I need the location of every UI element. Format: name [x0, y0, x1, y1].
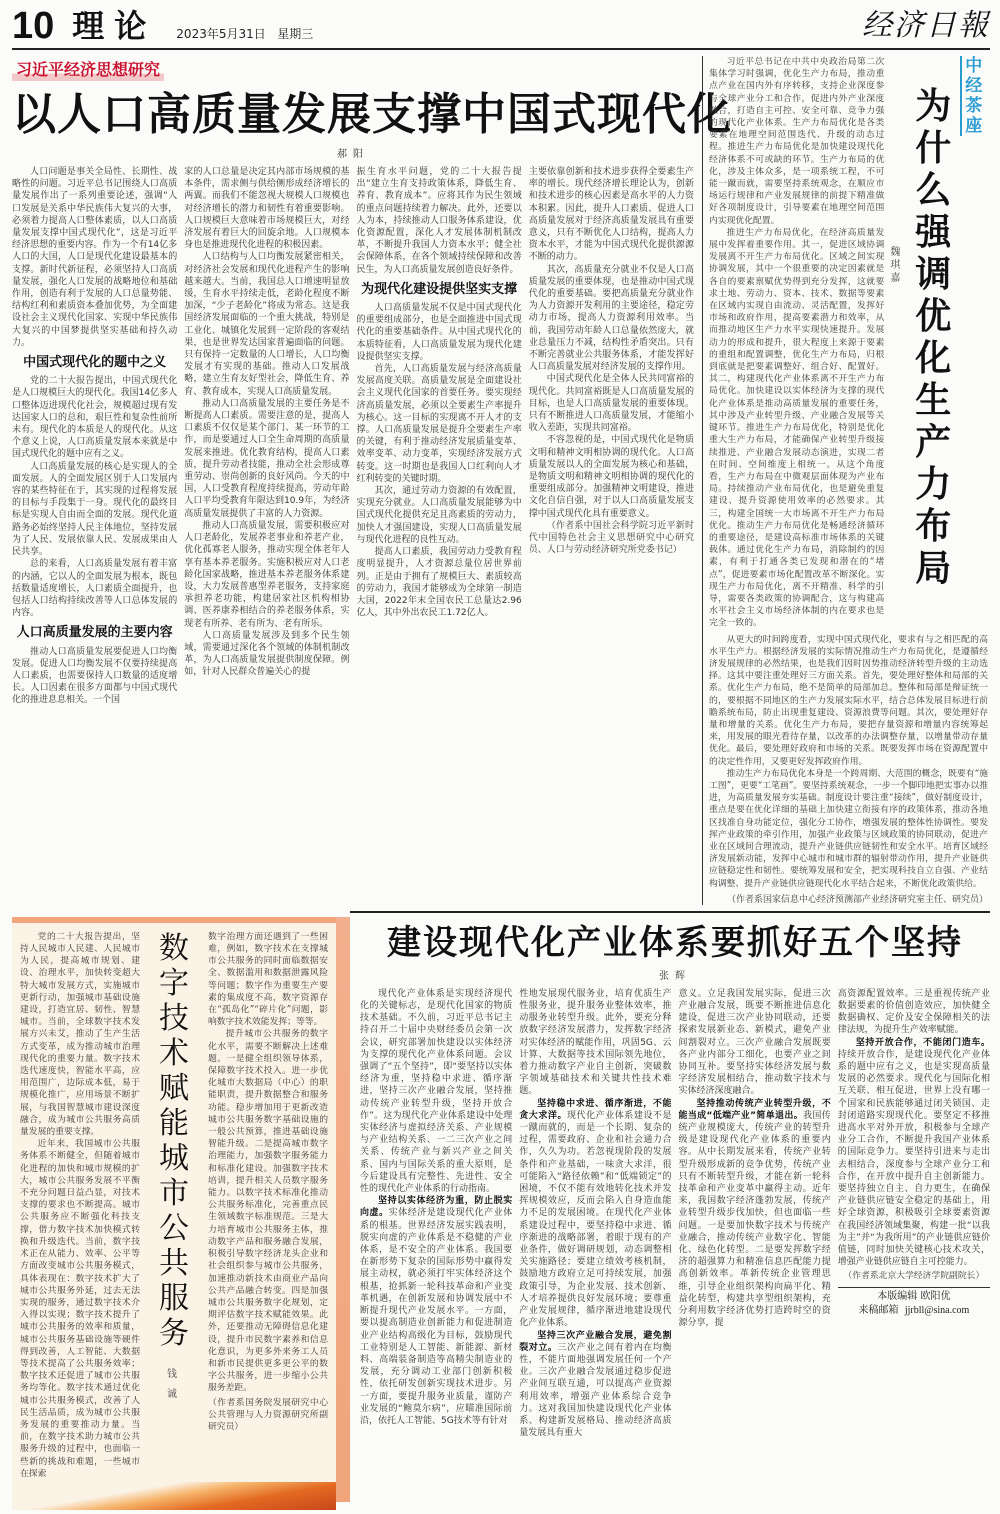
paragraph: 人口高质量发展不仅是中国式现代化的重要组成部分，也是全面推进中国式现代化的重要基础条件。从中国式现代化的本质特征看，人口高质量发展为现代化建设提供坚实支撑。 [356, 303, 522, 362]
bold-lead: 坚持开放合作，不能闭门造车。 [855, 1037, 990, 1048]
paragraph: 从更大的时间跨度看，实现中国式现代化，要求有与之相匹配的高水平生产力。根据经济发展的实际情况推动生产力布局优化，是遵循经济发展规律的必然结果，也是我们因时因势推动经济转型升级的主动选择。这其中要注重处理好三方面关系。首先，要处理好整体和局部的关系。优化生产力布局，绝不是简单的局部加总。整体和局部是辩证统一的，要根据不同地区的生产力发展实际水平，结合总体发展目标进行前瞻系统布局，防止出现重复建设、资源浪费等问题。其次，要处理好存量和增量的关系。优化生产力布局，要把存量资源和增量内容统筹起来，用发展的眼光看待存量，以改革的办法调整存量，以增量带动存量优化。最后，要处理好政府和市场的关系。既要发挥市场在资源配置中的决定性作用，又要更好发挥政府作用。 [709, 634, 988, 767]
paragraph: 人口高质量发展涉及到多个民生领域，需要通过深化各个领域的体制机制改革，为人口高质量发展提供制度保障。例如，针对人民群众普遍关心的提 [184, 630, 350, 678]
side-article-author: 魏琪嘉 [890, 247, 901, 284]
paragraph: 人口高质量发展的核心是实现人的全面发展。人的全面发展区别于人口发展内容的某些特征在于，其实现的过程将发展的目标与手段集于一身。现代化的最终目标是实现人自由而全面的发展。现代化道路务必始终坚持人民主体地位，坚持发展为了人民、发展依靠人民、发展成果由人民共享。 [12, 461, 178, 558]
main-article-column-2 [184, 166, 349, 707]
side-article-title: 为什么强调优化生产力布局 [915, 86, 952, 589]
paragraph: 其次，通过劳动力资源的有效配置，实现充分就业。人口高质量发展能够为中国式现代化提供充足且高素质的劳动力，加快人才强国建设，实现人口高质量发展与现代化进程的良性互动。 [356, 486, 522, 545]
industry-article-column-2 [519, 988, 671, 1440]
digital-article [12, 917, 350, 1510]
editor-name: 欧阳优 [920, 1290, 951, 1302]
paragraph: 总的来看，人口高质量发展有着丰富的内涵，它以人的全面发展为根本，既包括数量适度增长，人口素质全面提升，也包括人口结构持续改善等人口总体发展的内容。 [12, 559, 178, 619]
newspaper-masthead: 经济日報 [862, 8, 990, 43]
digital-article-heading [146, 931, 202, 1480]
paragraph: 性地发展现代服务业，培育优质生产性服务业，提升服务业整体效率，推动服务业转型升级。此外，要充分释放数字经济发展潜力，发挥数字经济对实体经济的赋能作用，巩固5G、云计算、大数据等技术国际领先地位，着力推动数字产业自主创新，突破数字领域基础技术和关键共性技术难题。 [519, 988, 672, 1097]
subheading: 人口高质量发展的主要内容 [16, 625, 173, 641]
paragraph: 人口结构与人口均衡发展紧密相关，对经济社会发展和现代化进程产生的影响越来越大。当前，我国总人口增速明显放缓，生育水平持续走低，老龄化程度不断加深，“少子老龄化”将成为常态。这是我国经济发展面临的一个重大挑战，特别是工业化、城镇化发展到一定阶段的客观结果，也是世界发达国家普遍面临的问题。只有保持一定数量的人口增长，人口均衡发展才有实现的基础。推动人口发展战略，建立生育友好型社会，降低生育、养育、教育成本，实现人口高质量发展。 [184, 252, 350, 397]
industry-article-columns [360, 988, 990, 1440]
digital-article-box [12, 917, 336, 1510]
side-author-signature: （作者系国家信息中心经济预测部产业经济研究室主任、研究员） [726, 894, 988, 905]
paragraph: 主要依靠创新和技术进步获得全要素生产率的增长。现代经济增长理论认为，创新和技术进步的核心因素是高水平的人力资本积累。因此，提升人口素质、促进人口高质量发展对于经济高质量发展具有重要意义，只有不断优化人口结构，提高人力资本水平，才能为中国式现代化提供源源不断的动力。 [528, 167, 694, 263]
industry-article-column-1 [360, 988, 512, 1440]
paragraph: 推动生产力布局优化本身是一个跨周期、大范围的概念，既要有“施工图”，更要“工笔画”。要坚持系统观念，一步一个脚印地把实事办以推进，为高质量发展夯实基础。制度设计要注重“接续”，做好制度设计，重点是要在优化详细的基础上加快建立衔接有序的政策体系，推动各地区找准自身功能定位，强化分工协作，增强发展的整体性协调性。要发挥产业政策的牵引作用，加强产业政策与区域政策的协同联动，促进产业在区域间合理流动，提升产业链供应链韧性和安全水平。培育区域经济发展新动能，发挥中心城市和城市群的辐射带动作用，提升产业链供应链稳定性和韧性。要统筹发展和安全，把实现科技自立自强、产业结构调整、提升产业链供应链现代化水平结合起来，不断优化政策供给。 [709, 768, 988, 889]
paragraph: 不容忽视的是，中国式现代化是物质文明和精神文明相协调的现代化。人口高质量发展以人的全面发展为核心和基础，是物质文明和精神文明相协调的现代化的重要组成部分。加强精神文明建设，推进文化自信自强，对于以人口高质量发展支撑中国式现代化具有重要意义。 [528, 435, 694, 519]
industry-article-column-3 [679, 988, 831, 1440]
main-article-column-1 [12, 166, 177, 707]
digital-article-author: 钱诚 [167, 1368, 177, 1400]
paragraph: 现代化产业体系建设不是一蹴而就的，而是一个长期、复杂的过程，需要政府、企业和社会通力合作，久久为功。若忽视现阶段的发展条件和产业基础，一味贪大求洋，很可能陷入“路径依赖”和“低端锁定”的困境，不仅不能有效地转化技术并发挥规模效应，反而会陷入自身造血能力不足的发展困境。在现代化产业体系建设过程中，要坚持稳中求进、循序渐进的战略部署，着眼于现有的产业条件，做好调研规划，动态调整相关实施路径；要建立绩效考核机制，鼓励地方政府立足可持续发展，加强政策引导，为企业发展、技术创新、人才培养提供良好发展环境；要尊重产业发展规律，循序渐进地建设现代化产业体系。 [519, 1110, 672, 1329]
industry-article [350, 917, 990, 1510]
paragraph: 家的人口总量是决定其内部市场规模的基本条件，需求侧与供给侧形成经济增长的两翼。而我们不能忽视大规模人口规模也对经济增长的潜力和韧性有着重要影响。人口规模巨大意味着市场规模巨大，对经济发展有着巨大的回旋余地。人口规模本身也是推进现代化进程的积极因素。 [184, 167, 350, 251]
paragraph: 党的二十大报告提出，坚持人民城市人民建、人民城市为人民，提高城市规划、建设、治理水平，加快转变超大特大城市发展方式，实施城市更新行动，加强城市基础设施建设，打造宜居、韧性、智慧城市。当前，全球数字技术发展方兴未艾，推动了生产生活方式变革，成为推动城市治理现代化的重要力量。数字技术迭代速度快，智能水平高，应用范围广，边际成本低，易于规模化推广，应用场景不断扩展，与我国智慧城市建设深度融合，成为城市公共服务高质量发展的重要支撑。 [20, 931, 140, 1138]
paragraph: 其次，高质量充分就业不仅是人口高质量发展的重要体现，也是推动中国式现代化的重要基础。要把高质量充分就业作为人力资源开发利用的主要途径，稳定劳动力市场，提高人力资源利用效率。当前，我国劳动年龄人口总量依然庞大，就业总量压力不减，结构性矛盾突出。只有不断完善就业公共服务体系，才能发挥好人口高质量发展对经济发展的支撑作用。 [528, 264, 694, 373]
paragraph: 三次产业之间有着内在均衡性，不能片面地强调发展任何一个产业。三次产业融合发展通过稳步促进产业间互联互通，可以提高产业资源利用效率，增强产业体系综合竞争力。这对我国加快建设现代化产业体系、构建新发展格局、推动经济高质量发展具有重大 [519, 1342, 672, 1439]
email-label: 来稿邮箱 [858, 1304, 899, 1316]
paragraph: 提升城市公共服务的数字化水平，需要不断解决上述难题。一是健全组织领导体系，保障数字技术投入。进一步优化城市大数据局（中心）的职能职责，提升数据整合和服务功能。稳步增加用于更新改造城市公共服务数字基础设施的一般公共预算，推进基础设施智能升级。二是提高城市数字治理能力，加强数字服务能力和标准化建设。加强数字技术培训，提升相关人员数字服务能力。以数字技术标准化推动公共服务标准化，完善重点民生领域数字标准规范。三是大力培育城市公共服务主体，推动数字产品和服务融合发展，积极引导数字经济龙头企业和社会组织参与城市公共服务，加速推动新技术由商业产品向公共产品融合转变。四是加强城市公共服务数字化规划，定期评估数字技术赋能效果。此外，还要推动无障碍信息化建设，提升市民数字素养和信息化意识，为更多外来务工人员和新市民提供更多更公平的数字公共服务，进一步缩小公共服务差距。 [208, 1029, 328, 1394]
page-header [12, 6, 990, 50]
side-article-upper [709, 56, 884, 630]
paragraph: 近年来，我国城市公共服务体系不断健全，但随着城市化进程的加快和城市规模的扩大，城市公共服务发展不平衡不充分问题日益凸显，对技术支撑的要求也不断提高。城市公共服务应不断强化科技支撑，借力数字技术加快模式转换和升级迭代。当前，数字技术正在从能力、效率、公平等方面改变城市公共服务模式，具体表现在：数字技术扩大了城市公共服务外延，过去无法实现的服务，通过数字技术介入得以实现；数字技术提升了城市公共服务的效率和质量，城市公共服务基础设施等硬件得到改善，人工智能、大数据等技术提高了公共服务效率；数字技术还促进了城市公共服务均等化。数字技术通过优化城市公共服务模式，改善了人民生活品质，成为城市公共服务发展的重要推动力量。当前，在数字技术助力城市公共服务升级的过程中，也面临一些新的挑战和难题，一些城市在探索 [20, 1139, 140, 1479]
paragraph: 我国传统产业规模庞大，传统产业的转型升级是建设现代化产业体系的重要内容。从中长期发展来看，传统产业转型升级形成新的竞争优势，传统产业只有不断转型升级，才能在新一轮科技革命和产业变革中赢得主动。近年来，我国数字经济蓬勃发展，传统产业转型升级步伐加快，但也面临一些问题。一是要加快数字技术与传统产业融合，推动传统产业数字化、智能化、绿色化转型。二是要发挥数字经济的超强算力和精准信息匹配能力提高创新效率。革新传统企业管理思维，引导企业组织架构向扁平化、精益化转型，构建共享型组织架构，充分利用数字经济优势打造跨时空的资源分享，提 [678, 1110, 831, 1329]
bottom-section [12, 917, 990, 1510]
email-link[interactable]: jjrbll@sina.com [904, 1304, 970, 1316]
digital-article-column-b [208, 931, 328, 1480]
paragraph: 中国式现代化是全体人民共同富裕的现代化。共同富裕既是人口高质量发展的目标，也是人口高质量发展的重要体现。只有不断推进人口高质量发展，才能缩小收入差距，实现共同富裕。 [528, 374, 694, 434]
main-article-title: 以人口高质量发展支撑中国式现代化 [12, 89, 732, 140]
main-article [12, 56, 732, 905]
bold-lead: 坚持三次产业融合发展，避免割裂对立。 [519, 1330, 672, 1353]
bold-lead: 坚持稳中求进、循序渐进，不能贪大求洋。 [519, 1098, 672, 1121]
paragraph: 实体经济是建设现代化产业体系的根基。世界经济发展实践表明，脱实向虚的产业体系是不稳健的产业体系，是不安全的产业体系。我国要在新形势下复杂的国际形势中赢得发展主动权，就必须打牢实体经济这个根基，抢抓新一轮科技革命和产业变革机遇，在创新发展和协调发展中不断提升现代产业发展水平。一方面，要以提高制造业创新能力和促进制造业产业结构高级化为目标，鼓励现代工业特别是人工智能、新能源、新材料、高端装备制造等高精尖制造业的发展，充分调动工业部门创新积极性，依托研发创新实现技术进步。另一方面，要提升服务业质量，谨防产业发展的“鲍莫尔病”，应瞄准国际前沿，依托人工智能、5G技术等有针对 [360, 1208, 513, 1426]
digital-author-signature: （作者系国务院发展研究中心公共管理与人力资源研究所副研究员） [208, 1397, 328, 1432]
section-divider [350, 911, 990, 913]
main-article-columns [12, 166, 694, 707]
side-article-lower [709, 634, 988, 890]
decorative-swoosh [12, 1482, 336, 1510]
digital-article-column-a [20, 931, 140, 1480]
page-number: 10 [12, 5, 55, 47]
date-text: 2023年5月31日 [176, 27, 266, 41]
side-article-upper-row [709, 56, 988, 630]
main-article-column-3 [357, 166, 522, 707]
issue-date [176, 25, 313, 42]
paragraph: 习近平总书记在中共中央政治局第二次集体学习时强调，优化生产力布局，推动重点产业在国内外有序转移，支持企业深度参与全球产业分工和合作，促进内外产业深度融合，打造自主可控、安全可靠、竞争力强的现代化产业体系。生产力布局优化是各类要素在地理空间范围迭代、升级的动态过程。推进生产力布局优化是加快建设现代化经济体系不可或缺的环节。生产力布局的优化，涉及主体众多，是一项系统工程，不可能一蹴而就，需要坚持系统观念，在顺应市场运行规律和产业发展规律的前提下精准做好各项制度设计，引导要素在地理空间范围内实现优化配置。 [709, 57, 885, 226]
side-article-heading [908, 56, 988, 630]
weekday-text: 星期三 [277, 27, 314, 41]
side-column-tag: 中经茶座 [960, 56, 986, 136]
section-name: 理论 [72, 7, 157, 45]
editor-label: 本版编辑 [877, 1290, 918, 1302]
subheading: 中国式现代化的题中之义 [23, 355, 167, 371]
digital-article-columns [20, 931, 328, 1480]
paragraph: 高资源配置效率。三是重视传统产业数据要素的价值创造效应，加快健全数据确权、定价及安全保障相关的法律法规，为提升生产效率赋能。 [837, 988, 990, 1036]
paragraph: 人口问题是事关全局性、长期性、战略性的问题。习近平总书记围绕人口高质量发展作出了一系列重要论述，强调“人口发展是关系中华民族伟大复兴的大事，必须着力提高人口整体素质，以人口高质量发展支撑中国式现代化”，这是习近平经济思想的重要内容。作为一个有14亿多人口的大国，人口是现代化建设最基本的支撑。新时代新征程，必须坚持人口高质量发展，强化人口发展的战略地位和基础作用，创造有利于发展的人口总量势能、结构红利和素质资本叠加优势，为全面建设社会主义现代化国家、实现中华民族伟大复兴的中国梦提供坚实基础和持久动力。 [12, 167, 178, 348]
main-article-author: 郝阳 [337, 149, 369, 160]
paragraph: 现代化产业体系是实现经济现代化的关键标志，是现代化国家的物质技术基础。不久前，习近平总书记主持召开二十届中央财经委员会第一次会议，研究部署加快建设以实体经济为支撑的现代化产业体系问题。会议强调了“五个坚持”，即“要坚持以实体经济为重，坚持稳中求进、循序渐进，坚持三次产业融合发展，坚持推动传统产业转型升级，坚持开放合作”。这为现代化产业体系建设中处理实体经济与虚拟经济关系、产业规模与产业结构关系、一二三次产业之间关系、传统产业与新兴产业之间关系、国内与国际关系的重大原则，是今后建设具有完整性、先进性、安全性的现代化产业体系的行动指南。 [360, 988, 513, 1195]
paragraph: 推进生产力布局优化，在经济高质量发展中发挥着重要作用。其一，促进区域协调发展离不开生产力布局优化。区域之间实现协调发展，其中一个很重要的决定因素就是各自的要素禀赋优势得到充分发挥，这就要求土地、劳动力、资本、技术、数据等要素在区域内实现自由流动、灵活配置，发挥好市场和政府作用，提高要素潜力和效率，从而推动地区生产力水平实现快速提升。发展动力的形成和提升，很大程度上来源于要素的重组和配置调整，优化生产力布局，归根到底就是把要素调整好、组合好、配置好。其二，构建现代化产业体系离不开生产力布局优化。加快建设以实体经济为支撑的现代化产业体系是推动高质量发展的重要任务，其中涉及产业转型升级、产业融合发展等关键环节。推进生产力布局优化，特别是优化重大生产力布局，才能确保产业转型升级接续推进、产业融合发展动态演进，实现二者在时间、空间维度上相统一。从这个角度看，生产力布局在中微观层面体现为产业布局。持续推动产业布局优化，也是避免重复建设、提升资源使用效率的必然要求。其三，构建全国统一大市场离不开生产力布局优化。推动生产力布局优化是畅通经济循环的重要途径，是建设高标准市场体系的关键载体。通过优化生产力布局，消除制约的因素，有利于打通各类已发现和潜在的“堵点”，促进要素市场化配置改革不断深化。实现生产力布局优化，离不开精准、科学的引导，需要各类政策的协调配合，这与构建高水平社会主义市场经济体制的内在要求也是完全一致的。 [709, 227, 885, 629]
paragraph: 振生育水平问题，党的二十大报告提出“建立生育支持政策体系，降低生育、养育、教育成本”。应将其作为民生领域的重点问题持续着力解决。此外，还要以人为本，持续推动人口服务体系建设，优化资源配置，深化人才发展体制机制改革，不断提升我国人力资本水平；健全社会保障体系，在各个领域持续保障和改善民生，为人口高质量发展创造良好条件。 [356, 167, 522, 275]
industry-article-column-4 [838, 988, 990, 1440]
side-article [702, 56, 988, 905]
subheading: 为现代化建设提供坚实支撑 [361, 281, 518, 297]
paragraph: 首先，人口高质量发展与经济高质量发展高度关联。高质量发展是全面建设社会主义现代化国家的首要任务。要实现经济高质量发展，必须以全要素生产率提升为核心。这一目标的实现离不开人才的支撑。人口高质量发展是提升全要素生产率的关键，有利于推动经济发展质量变革、效率变革、动力变革，实现经济发展方式转变。这一时期也是我国人口红利向人才红利转变的关键时期。 [356, 364, 522, 484]
paragraph: 持续开放合作，是建设现代化产业体系的题中应有之义，也是实现高质量发展的必然要求。现代化与国际化相互关联、相互促进，世界上没有哪一个国家和民族能够通过闭关锁国、走封闭道路实现现代化。要坚定不移推进高水平对外开放，积极参与全球产业分工合作，不断提升我国产业体系的国际竞争力。要坚持引进来与走出去相结合，深度参与全球产业分工和合作，在开放中提升自主创新能力。要坚持独立自主、自力更生，在确保产业链供应链安全稳定的基础上，用好全球资源，积极吸引全球要素资源在我国经济领域集聚，构建一批“以我为主”并“为我所用”的产业链供应链价值链，同时加快关键核心技术攻关，增强产业链供应链自主可控能力。 [837, 1049, 990, 1268]
industry-article-title: 建设现代化产业体系要抓好五个坚持 [387, 922, 963, 963]
top-section [12, 56, 990, 905]
paragraph: 意义。立足我国发展实际，促进三次产业融合发展，既要不断推进信息化建设，促进三次产业协同联动，还要探索发展新业态、新模式，避免产业间割裂对立。三次产业融合发展既要各产业内部分工细化，也要产业之间协同互补。要坚持实体经济发展与数字经济发展相结合，推动数字技术与实体经济深度融合。 [678, 988, 831, 1097]
digital-article-title: 数字技术赋能城市公共服务 [159, 930, 189, 1351]
paragraph: 提高人口素质，我国劳动力受教育程度明显提升，人才资源总量位居世界前列。正是由于拥有了规模巨大、素质较高的劳动力，我国才能够成为全球第一制造大国，2022年末全国农民工总量达2.96亿人，其中外出农民工1.72亿人。 [356, 547, 522, 619]
main-article-column-4 [529, 166, 694, 707]
paragraph: 数字治理方面还遇到了一些困难，例如，数字技术在支撑城市公共服务的同时面临数据安全、数据滥用和数据泄露风险等问题；数字作为重要生产要素的集成度不高，数字资源存在“孤岛化”“碎片化”问题，影响数字技术效能发挥；等等。 [208, 931, 328, 1028]
bold-lead: 坚持以实体经济为重，防止脱实向虚。 [360, 1196, 513, 1219]
industry-article-author: 张辉 [659, 970, 691, 982]
editor-info [838, 1287, 990, 1318]
paragraph: 推动人口高质量发展，需要积极应对人口老龄化，发展养老事业和养老产业，优化孤寡老人服务，推动实现全体老年人享有基本养老服务。实施积极应对人口老龄化国家战略，推进基本养老服务体系建设，大力发展普惠型养老服务，支持家庭承担养老功能，构建居家社区机构相协调、医养康养相结合的养老服务体系，实现老有所养、老有所为、老有所乐。 [184, 520, 350, 629]
bold-lead: 坚持推动传统产业转型升级，不能当成“低端产业”简单退出。 [678, 1098, 831, 1121]
column-tag: 习近平经济思想研究 [12, 56, 164, 81]
paragraph: 推动人口高质量发展要促进人口均衡发展。促进人口均衡发展不仅要持续提高人口素质，也需要保持人口数量的适度增长。人口因素在很多方面都与中国式现代化的推进息息相关。一个国 [12, 646, 178, 706]
paragraph: 推动人口高质量发展的主要任务是不断提高人口素质。需要注意的是，提高人口素质不仅仅是某个部门、某一环节的工作，而是要通过人口全生命周期的高质量发展来推进。优化教育结构，提高人口素质，提升劳动者技能，推动全社会形成尊重劳动、崇尚创新的良好风尚。今天的中国，人口受教育程度持续提高，劳动年龄人口平均受教育年限达到10.9年，为经济高质量发展提供了丰富的人力资源。 [184, 398, 350, 519]
industry-author-signature: （作者系北京大学经济学院副院长） [843, 1271, 985, 1282]
author-signature: （作者系中国社会科学院习近平新时代中国特色社会主义思想研究中心研究员、人口与劳动经济研究所党委书记） [528, 520, 694, 556]
paragraph: 党的二十大报告提出，中国式现代化是人口规模巨大的现代化。我国14亿多人口整体迈进现代化社会，规模超过现有发达国家人口的总和，艰巨性和复杂性前所未有。现代化的本质是人的现代化。从这个意义上说，人口高质量发展本来就是中国式现代化的题中应有之义。 [12, 376, 178, 460]
